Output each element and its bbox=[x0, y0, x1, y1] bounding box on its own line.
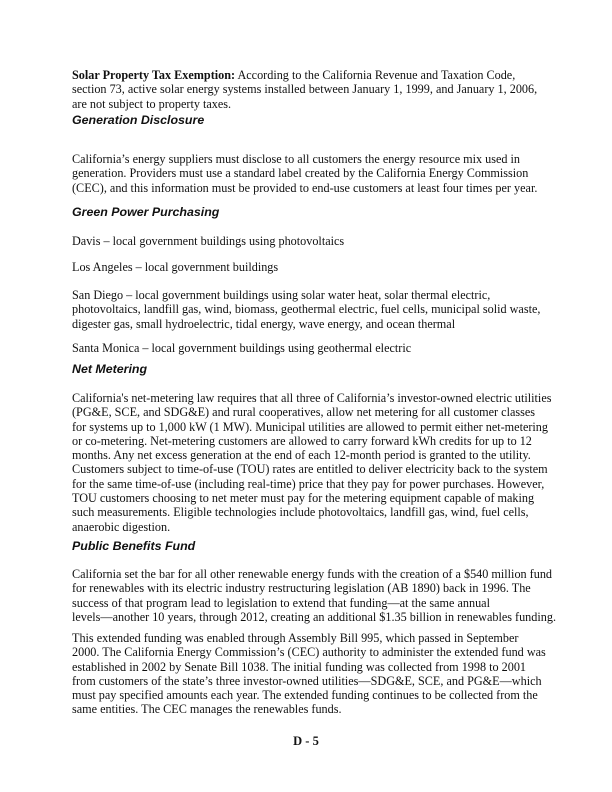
text-line: California set the bar for all other renewable energy funds with the creation of a $540 million fund bbox=[72, 567, 553, 581]
text-line: 2000. The California Energy Commission’s (CEC) authority to administer the extended fund was bbox=[72, 645, 546, 660]
text-line: (PG&E, SCE, and SDG&E) and rural cooperatives, allow net metering for all customer classes bbox=[72, 405, 536, 420]
heading-generation-disclosure: Generation Disclosure bbox=[72, 113, 205, 127]
text-line: Santa Monica – local government buildings using geothermal electric bbox=[72, 341, 412, 355]
text-line: California’s energy suppliers must disclose to all customers the energy resource mix used in bbox=[72, 152, 521, 166]
green-power-item-san-diego bbox=[72, 288, 552, 331]
green-power-item-los-angeles bbox=[72, 260, 552, 274]
text-line: such measurements. Eligible technologies include photovoltaics, landfill gas, wind, fuel cells, bbox=[72, 505, 529, 520]
heading-public-benefits-fund: Public Benefits Fund bbox=[72, 539, 196, 553]
heading-net-metering: Net Metering bbox=[72, 362, 148, 376]
solar-tax-paragraph bbox=[72, 68, 552, 111]
text-line: for the same time-of-use (including real-time) price that they pay for power purchases. However, bbox=[72, 476, 545, 491]
green-power-item-davis bbox=[72, 234, 552, 248]
text-line: Davis – local government buildings using photovoltaics bbox=[72, 234, 345, 248]
public-benefits-paragraph-1 bbox=[72, 567, 556, 624]
solar-tax-label: Solar Property Tax Exemption: bbox=[72, 68, 236, 82]
text-line: San Diego – local government buildings using solar water heat, solar thermal electric, bbox=[72, 288, 491, 302]
heading-green-power: Green Power Purchasing bbox=[72, 205, 220, 219]
text-line: or co-metering. Net-metering customers are allowed to carry forward kWh credits for up to 12 bbox=[72, 433, 532, 448]
text-line: According to the California Revenue and Taxation Code, bbox=[235, 68, 516, 82]
green-power-item-santa-monica bbox=[72, 341, 552, 355]
text-line: digester gas, small hydroelectric, tidal energy, wave energy, and ocean thermal bbox=[72, 316, 456, 331]
text-line: section 73, active solar energy systems installed between January 1, 1999, and January 1, 2006, bbox=[72, 82, 538, 97]
text-line: for systems up to 1,000 kW (1 MW). Municipal utilities are allowed to permit either net-metering bbox=[72, 419, 548, 434]
public-benefits-paragraph-2 bbox=[72, 631, 552, 717]
text-line: must pay specified amounts each year. The extended funding continues to be collected from the bbox=[72, 688, 538, 703]
text-line: Customers subject to time-of-use (TOU) rates are entitled to deliver electricity back to the system bbox=[72, 462, 548, 477]
text-line: from customers of the state’s three investor-owned utilities—SDG&E, SCE, and PG&E—which bbox=[72, 673, 542, 688]
text-line: for renewables with its electric industry restructuring legislation (AB 1890) back in 1996. The bbox=[72, 581, 531, 596]
text-line: TOU customers choosing to net meter must pay for the metering equipment capable of making bbox=[72, 491, 535, 506]
text-line: anaerobic digestion. bbox=[72, 519, 171, 534]
text-line: same entities. The CEC manages the renewables funds. bbox=[72, 702, 342, 717]
text-line: are not subject to property taxes. bbox=[72, 96, 232, 111]
generation-disclosure-paragraph bbox=[72, 152, 552, 195]
text-line: success of that program lead to legislation to extend that funding—at the same annual bbox=[72, 595, 490, 610]
page-number: D - 5 bbox=[293, 734, 319, 748]
text-line: California's net-metering law requires that all three of California’s investor-owned electric utilities bbox=[72, 391, 552, 405]
text-line: This extended funding was enabled through Assembly Bill 995, which passed in September bbox=[72, 631, 519, 645]
text-line: generation. Providers must use a standard label created by the California Energy Commission bbox=[72, 166, 529, 181]
text-line: months. Any net excess generation at the end of each 12-month period is granted to the utility. bbox=[72, 448, 531, 463]
text-line: established in 2002 by Senate Bill 1038. The initial funding was collected from 1998 to 2001 bbox=[72, 659, 527, 674]
text-line: levels—another 10 years, through 2012, creating an additional $1.35 billion in renewables funding. bbox=[72, 609, 556, 624]
text-line: photovoltaics, landfill gas, wind, biomass, geothermal electric, fuel cells, municipal solid waste, bbox=[72, 302, 541, 317]
text-line: Los Angeles – local government buildings bbox=[72, 260, 279, 274]
net-metering-paragraph bbox=[72, 391, 552, 534]
text-line: (CEC), and this information must be provided to end-use customers at least four times per year. bbox=[72, 180, 538, 195]
